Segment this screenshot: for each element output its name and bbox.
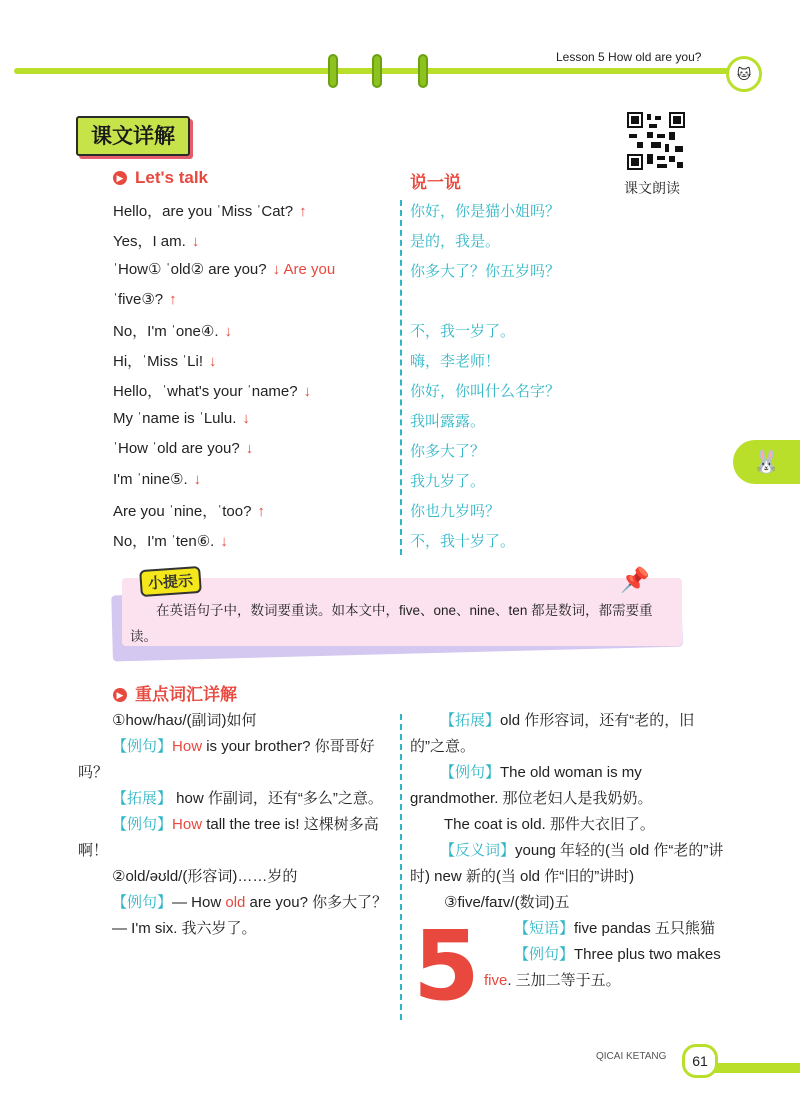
dialogue-line-zh: 是的，我是。	[410, 232, 501, 250]
intonation-arrow-icon: ↓ Are you	[272, 261, 336, 278]
vocab-left-column	[78, 708, 390, 942]
page-number: 61	[682, 1044, 718, 1078]
example-sentence: 【例句】The old woman is my grandmother. 那位老妇人是我奶奶。	[410, 764, 653, 807]
intonation-arrow-icon: ↓	[245, 440, 254, 457]
vocab-entry-five: ③five/faɪv/(数词)五	[444, 894, 570, 911]
intonation-arrow-icon: ↓	[193, 471, 202, 488]
vocab-title: 重点词汇详解	[135, 685, 237, 704]
dialogue-line-en: ˈfive③? ↑	[113, 291, 177, 308]
dialogue-line-en: Yes，I am. ↓	[113, 233, 200, 250]
example-sentence: 【例句】How is your brother? 你哥哥好吗？	[78, 738, 375, 781]
dialogue-line-en: ˈHow ˈold are you? ↓	[113, 440, 254, 457]
bunny-icon: 🐰	[733, 440, 800, 484]
dialogue-line-en: No，I'm ˈten⑥. ↓	[113, 533, 228, 550]
dialogue-line-zh: 你多大了？	[410, 442, 486, 460]
dialogue-line-en: My ˈname is ˈLulu. ↓	[113, 410, 250, 427]
dialogue-line-zh: 你多大了？你五岁吗？	[410, 262, 561, 280]
number-five-illustration: 5	[413, 910, 480, 1022]
dialogue-line-zh: 不，我一岁了。	[410, 322, 516, 340]
dialogue-line-en: Hello，ˈwhat's your ˈname? ↓	[113, 383, 312, 400]
intonation-arrow-icon: ↑	[169, 291, 177, 308]
vocab-entry-old: ②old/əʊld/(形容词)……岁的	[112, 868, 298, 885]
vocab-entry-how: ①how/haʊ/(副词)如何	[112, 712, 257, 729]
dialogue-line-en: Hi，ˈMiss ˈLi! ↓	[113, 353, 217, 370]
talk-title-zh: 说一说	[410, 173, 461, 192]
binder-clip	[328, 54, 338, 88]
dialogue-line-zh: 我九岁了。	[410, 472, 486, 490]
talk-heading	[113, 168, 208, 188]
pushpin-icon: 📌	[620, 567, 650, 594]
dialogue-line-zh: 你好，你是猫小姐吗？	[410, 202, 561, 220]
example-sentence: 【例句】— How old are you? 你多大了？	[112, 894, 388, 911]
intonation-arrow-icon: ↓	[191, 233, 200, 250]
binder-clip	[418, 54, 428, 88]
tip-title: 小提示	[139, 566, 202, 597]
play-icon: ▶	[113, 171, 127, 185]
intonation-arrow-icon: ↓	[220, 533, 228, 550]
example-answer: — I'm six. 我六岁了。	[112, 920, 257, 937]
intonation-arrow-icon: ↑	[299, 203, 307, 220]
dialogue-line-en: No，I'm ˈone④. ↓	[113, 323, 233, 340]
section-title: 课文详解	[76, 116, 190, 156]
vocab-heading	[113, 680, 237, 705]
antonym-note: 【反义词】young 年轻的(当 old 作“老的”讲时) new 新的(当 old 作“旧的”讲时)	[410, 842, 724, 885]
play-icon: ▶	[113, 688, 127, 702]
intonation-arrow-icon: ↓	[209, 353, 217, 370]
extension-note: 【拓展】old 作形容词，还有“老的，旧的”之意。	[410, 712, 695, 755]
intonation-arrow-icon: ↓	[224, 323, 233, 340]
binder-clip	[372, 54, 382, 88]
extension-note: 【拓展】 how 作副词，还有“多么”之意。	[112, 790, 383, 807]
intonation-arrow-icon: ↑	[257, 503, 265, 520]
qr-label: 课文朗读	[624, 180, 680, 196]
dialogue-line-en: I'm ˈnine⑤. ↓	[113, 471, 202, 488]
example-sentence: 【例句】How tall the tree is! 这棵树多高啊！	[78, 816, 379, 859]
dialogue-line-en: Are you ˈnine，ˈtoo? ↑	[113, 503, 265, 520]
dialogue-line-zh: 嗨，李老师！	[410, 352, 501, 370]
footer-brand: QICAI KETANG	[596, 1051, 667, 1062]
dialogue-line-en: ˈHow① ˈold② are you? ↓ Are you	[113, 261, 336, 278]
dialogue-line-zh: 你也九岁吗？	[410, 502, 501, 520]
cat-icon: 🐱	[726, 56, 762, 92]
qr-code-icon[interactable]	[627, 112, 685, 170]
example-sentence: 【例句】Three plus two makes five. 三加二等于五。	[484, 946, 721, 989]
phrase-note: 【短语】five pandas 五只熊猫	[514, 920, 715, 937]
divider	[400, 714, 402, 1020]
lesson-title: Lesson 5 How old are you?	[556, 50, 702, 64]
dialogue-line-zh: 我叫露露。	[410, 412, 486, 430]
dialogue-line-en: Hello，are you ˈMiss ˈCat? ↑	[113, 203, 307, 220]
intonation-arrow-icon: ↓	[242, 410, 250, 427]
example-sentence: The coat is old. 那件大衣旧了。	[444, 816, 655, 833]
divider	[400, 200, 402, 555]
talk-title-en: Let's talk	[135, 168, 209, 187]
dialogue-line-zh: 不，我十岁了。	[410, 532, 516, 550]
dialogue-line-zh: 你好，你叫什么名字？	[410, 382, 561, 400]
intonation-arrow-icon: ↓	[303, 383, 312, 400]
tip-text: 在英语句子中，数词要重读。如本文中，five、one、nine、ten 都是数词，都需要重读。	[130, 603, 653, 644]
